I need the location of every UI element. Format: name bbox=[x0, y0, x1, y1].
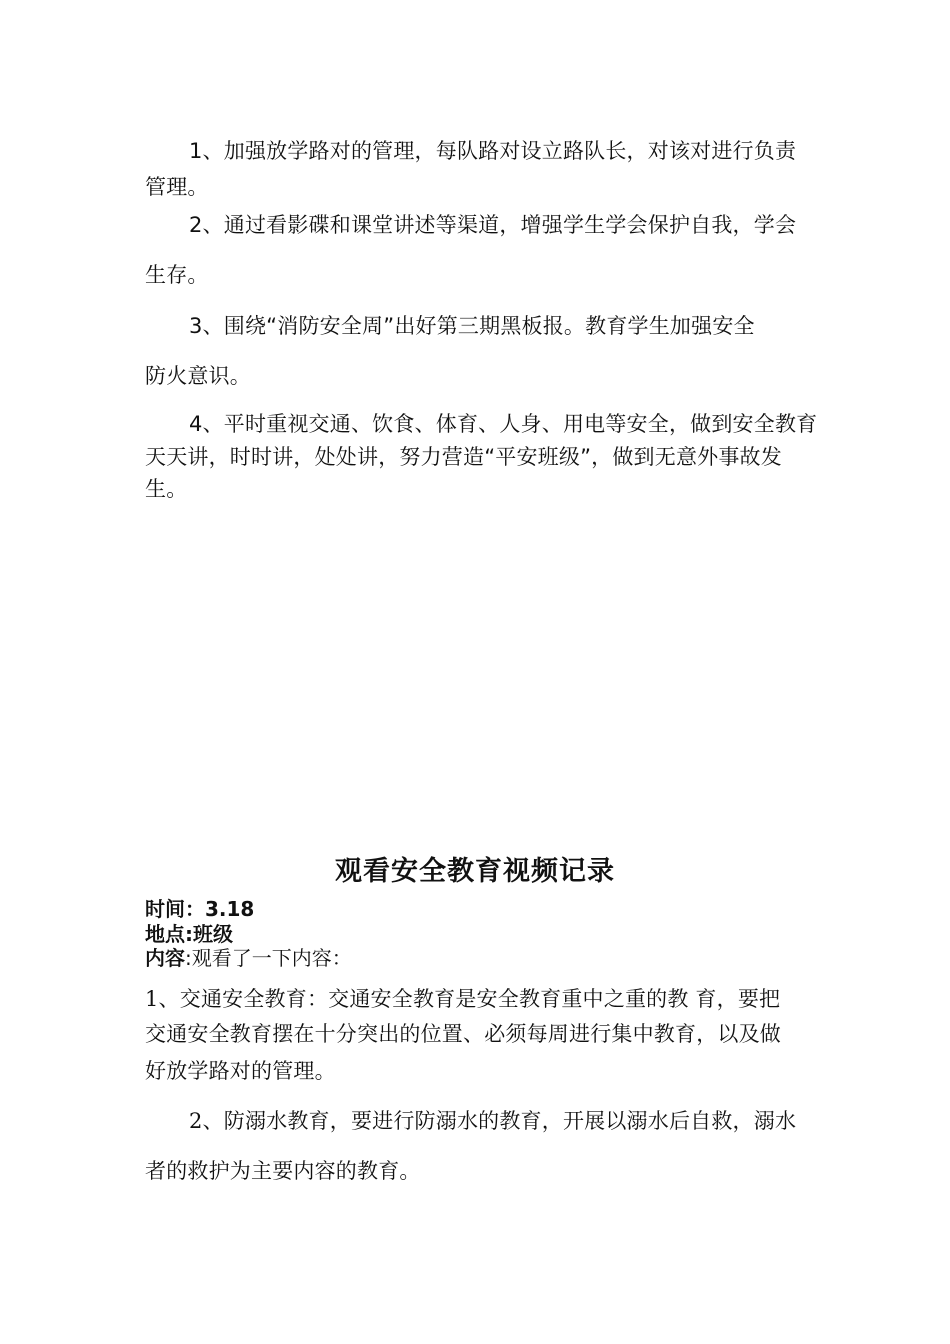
paragraph-2-line-1: 2、通过看影碟和课堂讲述等渠道，增强学生学会保护自我，学会 bbox=[189, 213, 797, 237]
place-value: :班级 bbox=[185, 922, 233, 946]
record-paragraph-2-line-2: 者的救护为主要内容的教育。 bbox=[145, 1159, 421, 1183]
time-value: 3.18 bbox=[205, 897, 255, 921]
record-paragraph-1-line-1: 1、交通安全教育：交通安全教育是安全教育重中之重的教 育，要把 bbox=[145, 987, 781, 1011]
time-row bbox=[145, 897, 254, 922]
paragraph-1-line-1: 1、加强放学路对的管理，每队路对设立路队长，对该对进行负责 bbox=[189, 139, 797, 163]
record-paragraph-1-line-3: 好放学路对的管理。 bbox=[145, 1059, 336, 1083]
paragraph-3-line-1: 3、围绕“消防安全周”出好第三期黑板报。教育学生加强安全 bbox=[189, 314, 755, 338]
paragraph-1-line-2: 管理。 bbox=[145, 175, 209, 199]
paragraph-2-line-2: 生存。 bbox=[145, 263, 209, 287]
record-paragraph-2-line-1: 2、防溺水教育，要进行防溺水的教育，开展以溺水后自救，溺水 bbox=[189, 1109, 797, 1133]
paragraph-4-line-1: 4、平时重视交通、饮食、体育、人身、用电等安全，做到安全教育 bbox=[189, 412, 818, 436]
content-label: 内容 bbox=[145, 946, 185, 970]
record-paragraph-1-line-2: 交通安全教育摆在十分突出的位置、必须每周进行集中教育，以及做 bbox=[145, 1022, 781, 1046]
time-label: 时间： bbox=[145, 897, 205, 921]
content-value: :观看了一下内容： bbox=[185, 946, 352, 970]
place-label: 地点 bbox=[145, 922, 185, 946]
paragraph-4-line-2: 天天讲，时时讲，处处讲，努力营造“平安班级”，做到无意外事故发 bbox=[145, 445, 782, 469]
paragraph-4-line-3: 生。 bbox=[145, 477, 188, 501]
paragraph-3-line-2: 防火意识。 bbox=[145, 364, 251, 388]
record-title: 观看安全教育视频记录 bbox=[335, 856, 615, 887]
content-row bbox=[145, 946, 352, 971]
place-row bbox=[145, 922, 233, 947]
